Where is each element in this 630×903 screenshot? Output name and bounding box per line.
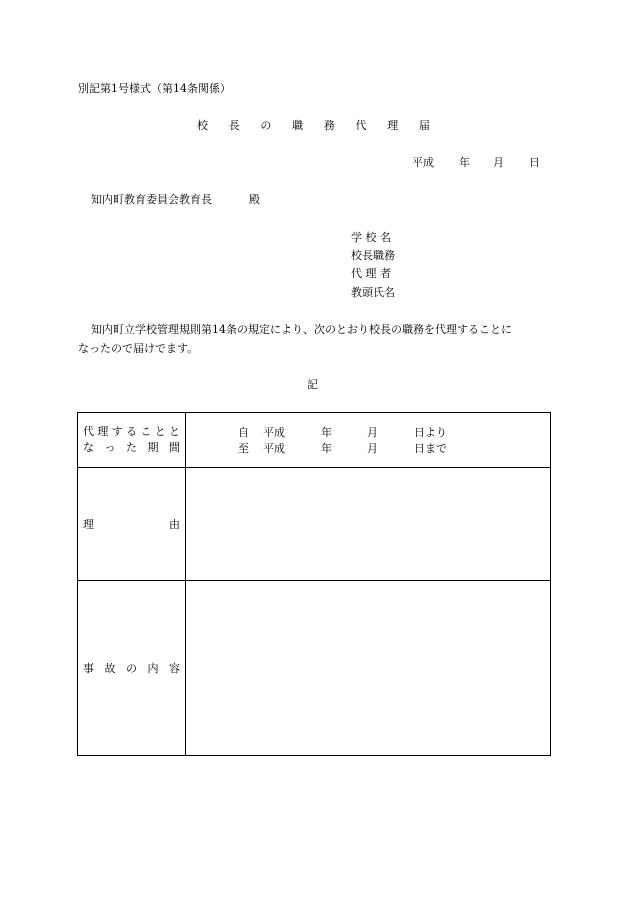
title-char: 職 (292, 119, 304, 132)
date-year[interactable]: 年 (459, 156, 470, 169)
date-month[interactable]: 月 (493, 156, 504, 169)
to-month[interactable]: 月 (367, 442, 378, 455)
title-char: 理 (387, 119, 399, 132)
vice-principal-label: 教頭氏名 (351, 286, 395, 299)
reason-field[interactable] (186, 468, 551, 581)
from-year[interactable]: 年 (321, 426, 332, 439)
label-char: と (154, 425, 166, 438)
label-char: た (126, 441, 137, 454)
label-char: 代 (83, 425, 94, 438)
accident-label (78, 581, 186, 756)
to-year[interactable]: 年 (321, 442, 332, 455)
reason-row (78, 468, 551, 581)
from-prefix: 自 (238, 426, 249, 439)
label-char: と (168, 425, 180, 438)
label-char: 期 (147, 441, 159, 454)
school-name-label: 学 校 名 (351, 231, 391, 244)
title-char: 代 (355, 119, 367, 132)
label-char: 事 (83, 662, 94, 675)
ki-heading: 記 (307, 378, 318, 391)
label-char: 理 (83, 518, 94, 531)
deputy-label: 代 理 者 (351, 267, 391, 280)
addressee-honorific: 殿 (249, 193, 260, 206)
document-title (197, 119, 430, 133)
title-char: 長 (228, 119, 240, 132)
label-char: 内 (147, 662, 159, 675)
to-era: 平成 (263, 442, 285, 455)
principal-duty-label: 校長職務 (351, 249, 395, 262)
addressee-name: 知内町教育委員会教育長 (91, 193, 212, 206)
label-char: 間 (169, 441, 180, 454)
title-char: 届 (418, 119, 430, 132)
reason-label (78, 468, 186, 581)
from-day[interactable]: 日より (414, 426, 447, 439)
label-char: こ (140, 425, 152, 438)
period-from (186, 424, 550, 440)
label-char: 由 (169, 518, 180, 531)
accident-row (78, 581, 551, 756)
date-era: 平成 (412, 156, 434, 169)
period-to (186, 440, 550, 456)
title-char: 校 (197, 119, 208, 132)
period-row (78, 413, 551, 468)
label-char: な (83, 441, 94, 454)
title-char: 務 (323, 119, 335, 132)
label-char: 故 (104, 662, 116, 675)
form-reference: 別記第1号様式（第14条関係） (78, 82, 231, 95)
body-text-line1: 知内町立学校管理規則第14条の規定により、次のとおり校長の職務を代理することに (91, 323, 512, 336)
to-prefix: 至 (238, 442, 249, 455)
label-char: っ (104, 441, 116, 454)
label-char: る (125, 425, 137, 438)
period-label (78, 413, 186, 468)
label-char: 理 (97, 425, 109, 438)
title-char: の (260, 119, 272, 132)
to-day[interactable]: 日まで (414, 442, 447, 455)
accident-field[interactable] (186, 581, 551, 756)
from-month[interactable]: 月 (367, 426, 378, 439)
label-char: 容 (169, 662, 180, 675)
date-day[interactable]: 日 (529, 156, 540, 169)
period-value[interactable] (186, 413, 551, 468)
body-text-line2: なったので届けでます。 (78, 342, 199, 355)
label-char: す (111, 425, 123, 438)
details-table (77, 412, 551, 756)
from-era: 平成 (263, 426, 285, 439)
label-char: の (126, 662, 137, 675)
